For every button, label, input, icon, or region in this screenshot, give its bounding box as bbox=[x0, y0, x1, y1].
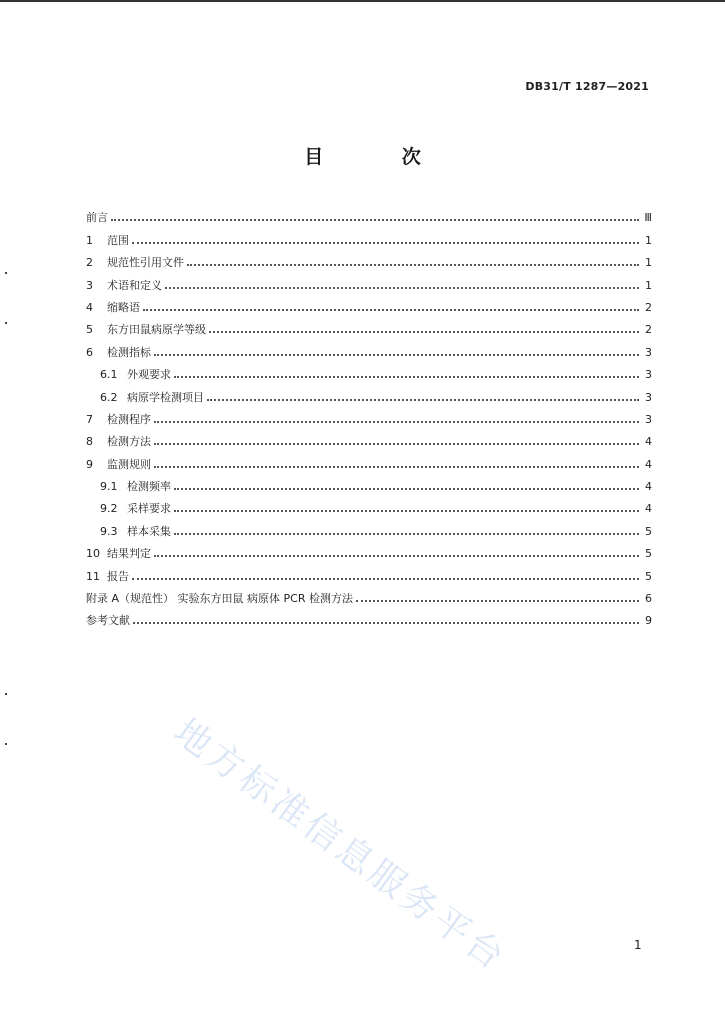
toc-entry-number: 6.1 bbox=[100, 368, 118, 382]
toc-entry[interactable] bbox=[86, 493, 652, 515]
toc-entry-page: 3 bbox=[645, 412, 652, 426]
toc-entry-page: 4 bbox=[645, 435, 652, 449]
toc-entry-page: 4 bbox=[645, 502, 652, 516]
toc-entry[interactable] bbox=[86, 426, 652, 448]
toc-leader-dots bbox=[209, 331, 639, 333]
toc-entry-page: 2 bbox=[645, 323, 652, 337]
toc-leader-dots bbox=[154, 421, 639, 423]
toc-entry-page: 3 bbox=[645, 390, 652, 404]
toc-entry-page: 5 bbox=[645, 547, 652, 561]
toc-entry[interactable] bbox=[86, 314, 652, 336]
margin-mark bbox=[5, 743, 7, 745]
toc-leader-dots bbox=[174, 376, 639, 378]
margin-mark bbox=[5, 693, 7, 695]
watermark: 地方标准信息服务平台 bbox=[166, 711, 514, 980]
toc-entry-number: 11 bbox=[86, 569, 100, 583]
toc-entry[interactable] bbox=[86, 224, 652, 246]
toc-entry[interactable] bbox=[86, 247, 652, 269]
toc-leader-dots bbox=[174, 488, 639, 490]
toc-entry-number: 9 bbox=[86, 457, 93, 471]
toc-entry-page: 9 bbox=[645, 614, 652, 628]
toc-entry-label: 参考文献 bbox=[86, 614, 130, 628]
toc-entry-number: 7 bbox=[86, 412, 93, 426]
toc-entry-page: 3 bbox=[645, 345, 652, 359]
toc-entry-label: 病原学检测项目 bbox=[127, 390, 204, 404]
toc-leader-dots bbox=[174, 510, 639, 512]
toc-entry-label: 检测频率 bbox=[127, 480, 171, 494]
toc-entry[interactable] bbox=[86, 605, 652, 627]
toc-entry[interactable] bbox=[86, 404, 652, 426]
toc-entry-label: 采样要求 bbox=[127, 502, 171, 516]
toc-entry-label: 前言 bbox=[86, 211, 108, 225]
toc-entry[interactable] bbox=[86, 292, 652, 314]
toc-entry-number: 4 bbox=[86, 300, 93, 314]
toc-entry-label: 术语和定义 bbox=[107, 278, 162, 292]
toc-entry-page: 1 bbox=[645, 278, 652, 292]
toc-entry-page: 4 bbox=[645, 480, 652, 494]
toc-entry-number: 2 bbox=[86, 256, 93, 270]
toc-title: 目 次 bbox=[304, 146, 457, 168]
toc-entry[interactable] bbox=[86, 359, 652, 381]
toc-entry-page: 2 bbox=[645, 300, 652, 314]
toc-entry-number: 10 bbox=[86, 547, 100, 561]
toc-leader-dots bbox=[356, 600, 639, 602]
toc-entry[interactable] bbox=[86, 560, 652, 582]
toc-entry[interactable] bbox=[86, 538, 652, 560]
toc-leader-dots bbox=[132, 242, 639, 244]
table-of-contents bbox=[86, 202, 652, 627]
toc-entry-number: 9.3 bbox=[100, 524, 118, 538]
toc-leader-dots bbox=[154, 555, 639, 557]
toc-entry-page: 1 bbox=[645, 256, 652, 270]
toc-entry-number: 9.1 bbox=[100, 480, 118, 494]
toc-entry-page: 5 bbox=[645, 569, 652, 583]
toc-entry-label: 检测程序 bbox=[107, 412, 151, 426]
toc-leader-dots bbox=[154, 443, 639, 445]
toc-entry-number: 6 bbox=[86, 345, 93, 359]
margin-mark bbox=[5, 272, 7, 274]
margin-mark bbox=[5, 322, 7, 324]
toc-entry[interactable] bbox=[86, 583, 652, 605]
toc-entry-label: 检测指标 bbox=[107, 345, 151, 359]
toc-leader-dots bbox=[174, 533, 639, 535]
toc-entry-label: 检测方法 bbox=[107, 435, 151, 449]
toc-entry-label: 附录 A（规范性） 实验东方田鼠 病原体 PCR 检测方法 bbox=[86, 592, 353, 606]
page-number: 1 bbox=[634, 938, 642, 952]
toc-entry-label: 规范性引用文件 bbox=[107, 256, 184, 270]
toc-entry[interactable] bbox=[86, 336, 652, 358]
toc-entry[interactable] bbox=[86, 269, 652, 291]
toc-leader-dots bbox=[132, 578, 639, 580]
toc-entry-label: 缩略语 bbox=[107, 300, 140, 314]
toc-entry-label: 东方田鼠病原学等级 bbox=[107, 323, 206, 337]
toc-entry-number: 8 bbox=[86, 435, 93, 449]
toc-leader-dots bbox=[143, 309, 639, 311]
toc-entry-number: 6.2 bbox=[100, 390, 118, 404]
document-code: DB31/T 1287—2021 bbox=[525, 80, 649, 93]
toc-entry-label: 样本采集 bbox=[127, 524, 171, 538]
toc-entry-number: 5 bbox=[86, 323, 93, 337]
toc-entry-label: 结果判定 bbox=[107, 547, 151, 561]
toc-entry[interactable] bbox=[86, 202, 652, 224]
toc-leader-dots bbox=[207, 399, 639, 401]
toc-entry-page: 5 bbox=[645, 524, 652, 538]
toc-entry-page: 4 bbox=[645, 457, 652, 471]
top-border-rule bbox=[0, 0, 725, 2]
toc-entry[interactable] bbox=[86, 471, 652, 493]
toc-entry-page: 3 bbox=[645, 368, 652, 382]
toc-leader-dots bbox=[111, 219, 639, 221]
toc-entry-label: 范围 bbox=[107, 233, 129, 247]
toc-entry[interactable] bbox=[86, 515, 652, 537]
toc-entry[interactable] bbox=[86, 381, 652, 403]
toc-leader-dots bbox=[165, 287, 639, 289]
toc-entry-label: 外观要求 bbox=[127, 368, 171, 382]
toc-entry[interactable] bbox=[86, 448, 652, 470]
toc-leader-dots bbox=[154, 466, 639, 468]
toc-entry-page: 6 bbox=[645, 592, 652, 606]
toc-entry-page: Ⅲ bbox=[644, 211, 652, 225]
toc-entry-label: 监测规则 bbox=[107, 457, 151, 471]
toc-entry-page: 1 bbox=[645, 233, 652, 247]
toc-entry-label: 报告 bbox=[107, 569, 129, 583]
toc-entry-number: 9.2 bbox=[100, 502, 118, 516]
toc-leader-dots bbox=[154, 354, 639, 356]
toc-entry-number: 3 bbox=[86, 278, 93, 292]
toc-entry-number: 1 bbox=[86, 233, 93, 247]
toc-leader-dots bbox=[133, 622, 639, 624]
toc-leader-dots bbox=[187, 264, 639, 266]
